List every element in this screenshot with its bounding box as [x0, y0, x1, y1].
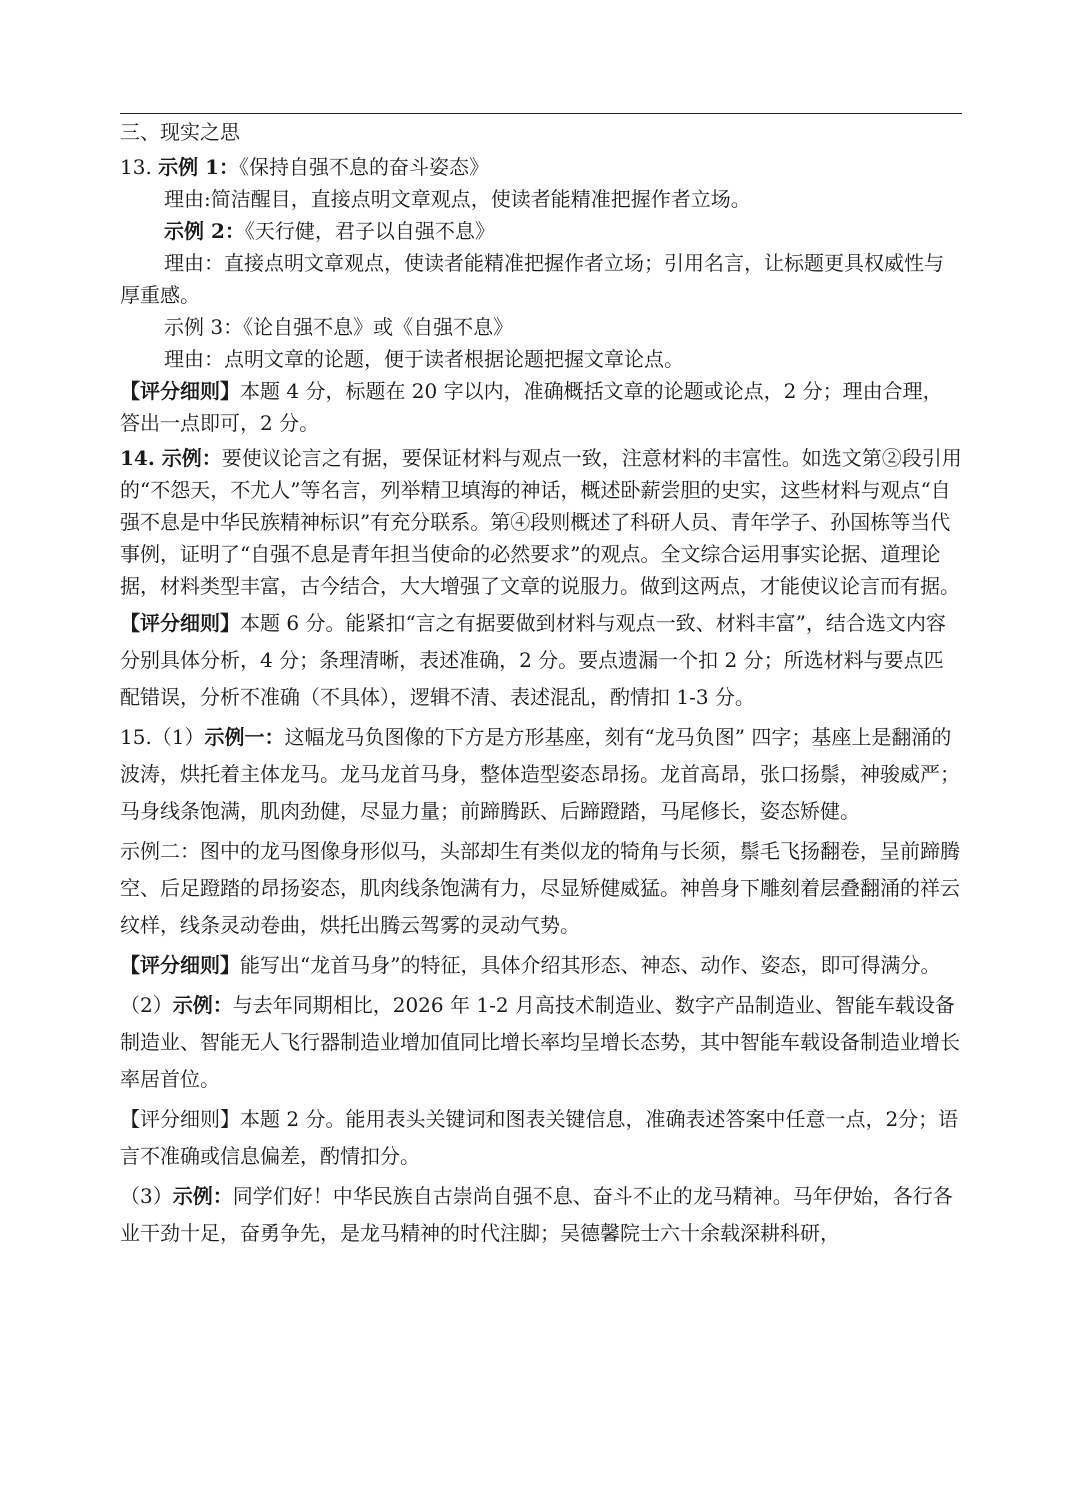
q15-part1-label: 示例一：: [204, 725, 285, 749]
q13-example-1: [120, 151, 962, 183]
q15-part3-text: 同学们好！中华民族自古崇尚自强不息、奋斗不止的龙马精神。马年伊始，各行各业干劲十足，奋勇争先，是龙马精神的时代注脚；吴德馨院士六十余载深耕科研，: [120, 1184, 953, 1245]
q13-scoring-text: 本题 4 分，标题在 20 字以内，准确概括文章的论题或论点，2 分；理由合理，答出一点即可，2 分。: [120, 379, 943, 435]
q15-part1-number: 15.（1）: [120, 725, 205, 749]
q13-example-2-reason: 理由：直接点明文章观点，使读者能精准把握作者立场；引用名言，让标题更具权威性与厚重感。: [120, 251, 944, 307]
q15-part3: [120, 1178, 962, 1252]
q13-example-1-label: 示例 1：: [158, 155, 240, 179]
q13-scoring-label: 【评分细则】: [120, 379, 240, 403]
q15-part1-example-2: 示例二：图中的龙马图像身形似马，头部却生有类似龙的犄角与长须，鬃毛飞扬翻卷，呈前蹄腾空、后足蹬踏的昂扬姿态，肌肉线条饱满有力，尽显矫健威猛。神兽身下雕刻着层叠翻涌的祥云纹样，线条灵动卷曲，烘托出腾云驾雾的灵动气势。: [120, 839, 960, 937]
q14-scoring: [120, 605, 962, 716]
q13-example-1-title: 《保持自强不息的奋斗姿态》: [239, 155, 490, 179]
q15-part2-scoring: 【评分细则】本题 2 分。能用表头关键词和图表关键信息，准确表述答案中任意一点，2分；语言不准确或信息偏差，酌情扣分。: [120, 1107, 959, 1168]
q13-example-1-reason: 理由:简洁醒目，直接点明文章观点，使读者能精准把握作者立场。: [164, 187, 751, 211]
q14-label: 14. 示例：: [120, 446, 222, 470]
q15-part3-label: 示例：: [172, 1184, 233, 1208]
q13-example-2-label: 示例 2：: [164, 219, 245, 243]
q13-scoring: [120, 375, 962, 439]
q15-part2-label: 示例：: [172, 993, 233, 1017]
q13-example-2-title: 《天行健，君子以自强不息》: [244, 219, 495, 243]
q15-part2-number: （2）: [120, 993, 173, 1017]
q15-part1-scoring: [120, 947, 962, 984]
q13-number: 13.: [120, 155, 152, 179]
q14-scoring-label: 【评分细则】: [120, 611, 240, 635]
q15-part1-text: 这幅龙马负图像的下方是方形基座，刻有“龙马负图” 四字；基座上是翻涌的波涛，烘托着主体龙马。龙马龙首马身，整体造型姿态昂扬。龙首高昂，张口扬鬃，神骏威严；马身线条饱满，肌肉劲健，尽显力量；前蹄腾跃、后蹄蹬踏，马尾修长，姿态矫健。: [120, 725, 960, 823]
q14-text: 要使议论言之有据，要保证材料与观点一致，注意材料的丰富性。如选文第②段引用的“不怨天，不尤人”等名言，列举精卫填海的神话，概述卧薪尝胆的史实，这些材料与观点“自强不息是中华民族精神标识”有充分联系。第④段则概述了科研人员、青年学子、孙国栋等当代事例，证明了“自强不息是青年担当使命的必然要求”的观点。全文综合运用事实论据、道理论据，材料类型丰富，古今结合，大大增强了文章的说服力。做到这两点，才能使议论言而有据。: [120, 446, 962, 598]
q15-part3-number: （3）: [120, 1184, 173, 1208]
q14-scoring-text: 本题 6 分。能紧扣“言之有据要做到材料与观点一致、材料丰富”，结合选文内容分别具体分析，4 分；条理清晰，表述准确，2 分。要点遗漏一个扣 2 分；所选材料与要点匹配错误，分析不准确（不具体），逻辑不清、表述混乱，酌情扣 1-3 分。: [120, 611, 946, 709]
q15-part1-scoring-label: 【评分细则】: [120, 953, 240, 977]
q15-part1-scoring-text: 能写出“龙首马身”的特征，具体介绍其形态、神态、动作、姿态，即可得满分。: [240, 953, 941, 977]
section-heading: 三、现实之思: [120, 120, 240, 144]
answer-content: [120, 116, 962, 1252]
q14-answer: [120, 442, 962, 602]
q15-part2: [120, 987, 962, 1098]
header-rule: [120, 113, 962, 114]
q13-example-3: 示例 3：《论自强不息》或《自强不息》: [164, 315, 514, 339]
q13-example-2: [120, 215, 962, 247]
q15-part2-text: 与去年同期相比，2026 年 1-2 月高技术制造业、数字产品制造业、智能车载设备制造业、智能无人飞行器制造业增加值同比增长率均呈增长态势，其中智能车载设备制造业增长率居首位。: [120, 993, 960, 1091]
q15-part1: [120, 719, 962, 830]
q13-example-3-reason: 理由：点明文章的论题，便于读者根据论题把握文章论点。: [164, 347, 684, 371]
